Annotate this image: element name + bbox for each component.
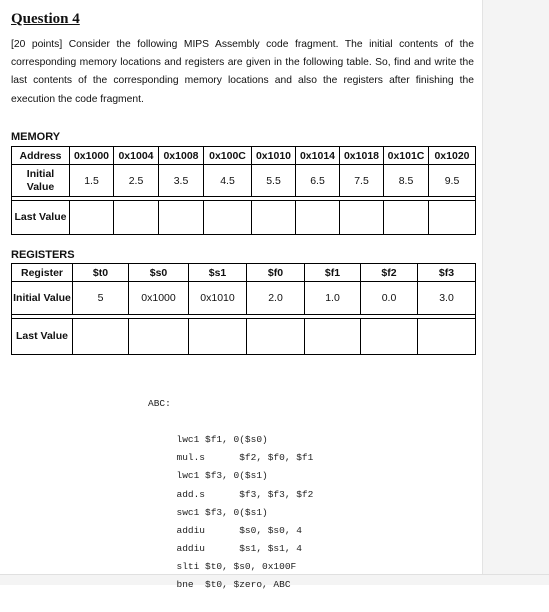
memory-address: 0x1008: [159, 147, 204, 165]
memory-address: 0x1004: [114, 147, 159, 165]
register-last-cell: [418, 319, 476, 355]
memory-initial-value: 3.5: [159, 165, 204, 197]
question-text: [20 points] Consider the following MIPS Assembly code fragment. The initial contents of the corresponding memory locations and registers are given in the following table. So, find and write the last contents of the corresponding memory locations and also the registers after finishing the execution the code fragment.: [11, 39, 474, 105]
side-panel: [482, 0, 549, 584]
memory-last-row: [12, 201, 476, 235]
register-last-cell: [73, 319, 129, 355]
memory-last-cell: [429, 201, 476, 235]
memory-last-cell: [340, 201, 384, 235]
memory-last-label: Last Value: [12, 201, 70, 235]
code-line: bne $t0, $zero, ABC: [148, 579, 291, 591]
memory-last-cell: [384, 201, 429, 235]
code-line: add.s $f3, $f3, $f2: [148, 488, 314, 500]
memory-label: MEMORY: [11, 131, 61, 143]
registers-label: REGISTERS: [11, 249, 75, 261]
memory-initial-value: 6.5: [296, 165, 340, 197]
register-initial-value: 5: [73, 282, 129, 315]
memory-initial-value: 8.5: [384, 165, 429, 197]
memory-address: 0x1018: [340, 147, 384, 165]
memory-last-cell: [70, 201, 114, 235]
registers-table: [11, 263, 476, 355]
register-name: $f1: [305, 264, 361, 282]
register-last-cell: [305, 319, 361, 355]
code-line: ABC:: [148, 398, 171, 410]
register-last-cell: [361, 319, 418, 355]
code-line: lwc1 $f1, 0($s0): [148, 434, 268, 446]
memory-initial-value: 9.5: [429, 165, 476, 197]
code-fragment: [148, 377, 313, 612]
registers-last-label: Last Value: [12, 319, 73, 355]
code-line: [148, 413, 313, 431]
register-name: $t0: [73, 264, 129, 282]
code-line: lwc1 $f3, 0($s1): [148, 470, 268, 482]
memory-initial-value: 2.5: [114, 165, 159, 197]
question-title: Question 4: [11, 11, 80, 27]
memory-last-cell: [252, 201, 296, 235]
code-line: mul.s $f2, $f0, $f1: [148, 452, 314, 464]
memory-initial-value: 4.5: [204, 165, 252, 197]
registers-initial-row: [12, 282, 476, 315]
register-name: $s0: [129, 264, 189, 282]
register-name: $f3: [418, 264, 476, 282]
register-name: $f0: [247, 264, 305, 282]
register-initial-value: 2.0: [247, 282, 305, 315]
code-line: swc1 $f3, 0($s1): [148, 506, 268, 518]
memory-header-row: [12, 147, 476, 165]
registers-last-row: [12, 319, 476, 355]
memory-last-cell: [296, 201, 340, 235]
memory-initial-value: 5.5: [252, 165, 296, 197]
memory-address: 0x1000: [70, 147, 114, 165]
register-last-cell: [129, 319, 189, 355]
registers-initial-label: Initial Value: [12, 282, 73, 315]
memory-initial-row: [12, 165, 476, 197]
register-name: $s1: [189, 264, 247, 282]
memory-address: 0x101C: [384, 147, 429, 165]
register-initial-value: 3.0: [418, 282, 476, 315]
memory-address: 0x100C: [204, 147, 252, 165]
registers-header-label: Register: [12, 264, 73, 282]
register-initial-value: 0.0: [361, 282, 418, 315]
memory-address: 0x1014: [296, 147, 340, 165]
registers-header-row: [12, 264, 476, 282]
register-initial-value: 0x1000: [129, 282, 189, 315]
memory-table: [11, 146, 476, 235]
memory-initial-value: 7.5: [340, 165, 384, 197]
memory-last-cell: [159, 201, 204, 235]
register-last-cell: [247, 319, 305, 355]
memory-last-cell: [204, 201, 252, 235]
memory-header-label: Address: [12, 147, 70, 165]
register-initial-value: 1.0: [305, 282, 361, 315]
memory-initial-label: Initial Value: [12, 165, 70, 197]
code-line: slti $t0, $s0, 0x100F: [148, 560, 297, 572]
memory-address: 0x1010: [252, 147, 296, 165]
register-initial-value: 0x1010: [189, 282, 247, 315]
memory-last-cell: [114, 201, 159, 235]
code-line: addiu $s1, $s1, 4: [148, 542, 302, 554]
memory-initial-value: 1.5: [70, 165, 114, 197]
register-last-cell: [189, 319, 247, 355]
code-line: addiu $s0, $s0, 4: [148, 524, 302, 536]
memory-address: 0x1020: [429, 147, 476, 165]
register-name: $f2: [361, 264, 418, 282]
